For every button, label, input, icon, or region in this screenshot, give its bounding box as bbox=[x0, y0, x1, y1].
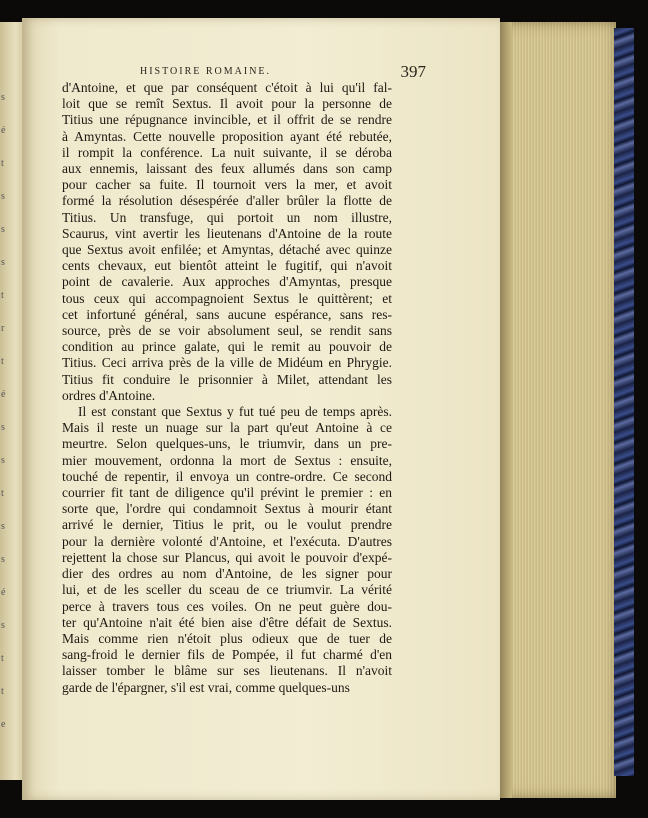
text-line: garde de l'épargner, s'il est vrai, comme quelques-uns bbox=[62, 679, 350, 695]
text-line: ter qu'Antoine n'ait été bien aise d'être défait de Sextus. bbox=[62, 614, 392, 630]
margin-fragment: é bbox=[1, 587, 6, 598]
text-line: il rompit la conférence. La nuit suivante, il se déroba bbox=[62, 144, 392, 160]
margin-fragment: s bbox=[1, 257, 5, 268]
text-line: Il est constant que Sextus y fut tué peu de temps après. bbox=[78, 404, 392, 420]
text-line: point de cavalerie. Aux approches d'Amyntas, presque bbox=[62, 274, 392, 290]
text-line: Titius fit conduire le prisonnier à Milet, attendant les bbox=[62, 371, 392, 387]
text-line: que Sextus avoit enfilée; et Amyntas, détaché avec quinze bbox=[62, 242, 392, 258]
margin-fragment: é bbox=[1, 125, 6, 136]
text-line: cents chevaux, eut bientôt atteint le fugitif, qui n'avoit bbox=[62, 258, 392, 274]
body-text bbox=[62, 80, 392, 696]
margin-fragment: t bbox=[1, 488, 4, 499]
page-header bbox=[140, 62, 426, 82]
margin-fragment: t bbox=[1, 653, 4, 664]
text-line: lui, et de les sceller du sceau de ce triumvir. La vérité bbox=[62, 582, 392, 598]
text-line: perce à travers tous ces voiles. On ne peut guère dou- bbox=[62, 598, 392, 614]
text-line: touché de repentir, il envoya un contre-ordre. Ce second bbox=[62, 468, 392, 484]
text-line: sang-froid le dernier fils de Pompée, il fut charmé d'en bbox=[62, 647, 392, 663]
text-line: Scaurus, vint avertir les lieutenans d'Antoine de la route bbox=[62, 225, 392, 241]
text-line: aux ennemis, laissant des feux allumés dans son camp bbox=[62, 161, 392, 177]
margin-fragment: s bbox=[1, 521, 5, 532]
text-line: meurtre. Selon quelques-uns, le triumvir, dans un pre- bbox=[62, 436, 392, 452]
margin-fragment: s bbox=[1, 92, 5, 103]
text-line: formé la résolution désespérée d'aller brûler la flotte de bbox=[62, 193, 392, 209]
text-line: source, près de se voir absolument seul, se rendit sans bbox=[62, 323, 392, 339]
text-line: condition au prince galate, qui le remit au pouvoir de bbox=[62, 339, 392, 355]
text-line: sorte que, l'ordre qui condamnoit Sextus à mourir étant bbox=[62, 501, 392, 517]
text-line: laisser tomber le blâme sur ses lieutenans. Il n'avoit bbox=[62, 663, 392, 679]
text-line: d'Antoine, et que par conséquent c'étoit à lui qu'il fal- bbox=[62, 80, 392, 95]
text-line: pour cacher sa fuite. Il tournoit vers la mer, et avoit bbox=[62, 177, 392, 193]
text-line: à Amyntas. Cette nouvelle proposition ayant été rebutée, bbox=[62, 128, 392, 144]
page-fold-shadow bbox=[498, 22, 512, 798]
margin-fragment: é bbox=[1, 389, 6, 400]
margin-fragment: s bbox=[1, 422, 5, 433]
margin-fragment: r bbox=[1, 323, 5, 334]
margin-fragment: t bbox=[1, 290, 4, 301]
book-page-edges bbox=[498, 22, 616, 798]
text-line: mier mouvement, ordonna la mort de Sextus : ensuite, bbox=[62, 452, 392, 468]
text-line: Titius une répugnance invincible, et il offrit de se rendre bbox=[62, 112, 392, 128]
margin-fragment: t bbox=[1, 356, 4, 367]
margin-fragment: s bbox=[1, 455, 5, 466]
running-title: HISTOIRE ROMAINE. bbox=[140, 66, 272, 77]
text-line: Mais comme rien n'étoit plus odieux que de tuer de bbox=[62, 630, 392, 646]
margin-fragment: s bbox=[1, 620, 5, 631]
marbled-cover bbox=[614, 28, 634, 776]
margin-fragment: e bbox=[1, 719, 6, 730]
text-line: arrivé le dernier, Titius le prit, ou le voulut prendre bbox=[62, 517, 392, 533]
margin-fragment: s bbox=[1, 224, 5, 235]
text-line: ordres d'Antoine. bbox=[62, 387, 156, 403]
text-line: pour la dernière volonté d'Antoine, et l'exécuta. D'autres bbox=[62, 533, 392, 549]
text-line: loit que se remît Sextus. Il avoit pour la personne de bbox=[62, 96, 392, 112]
margin-fragment: t bbox=[1, 158, 4, 169]
text-line: rejettent la chose sur Plancus, qui avoit le pouvoir d'expé- bbox=[62, 549, 392, 565]
text-line: cet infortuné général, sans aucune espérance, sans res- bbox=[62, 306, 392, 322]
text-line: Titius. Ceci arriva près de la ville de Midéum en Phrygie. bbox=[62, 355, 392, 371]
margin-fragment: s bbox=[1, 554, 5, 565]
margin-fragment: s bbox=[1, 191, 5, 202]
text-line: Titius. Un transfuge, qui portoit un nom illustre, bbox=[62, 209, 392, 225]
text-line: courrier fit tant de diligence qu'il prévint le premier : en bbox=[62, 485, 392, 501]
text-line: Mais il reste un nuage sur la part qu'eut Antoine à ce bbox=[62, 420, 392, 436]
margin-fragment: t bbox=[1, 686, 4, 697]
text-line: tous ceux qui accompagnoient Sextus le quittèrent; et bbox=[62, 290, 392, 306]
previous-page-edge bbox=[0, 22, 22, 780]
page-number: 397 bbox=[400, 62, 426, 81]
text-line: dier des ordres au nom d'Antoine, de les signer pour bbox=[62, 566, 392, 582]
